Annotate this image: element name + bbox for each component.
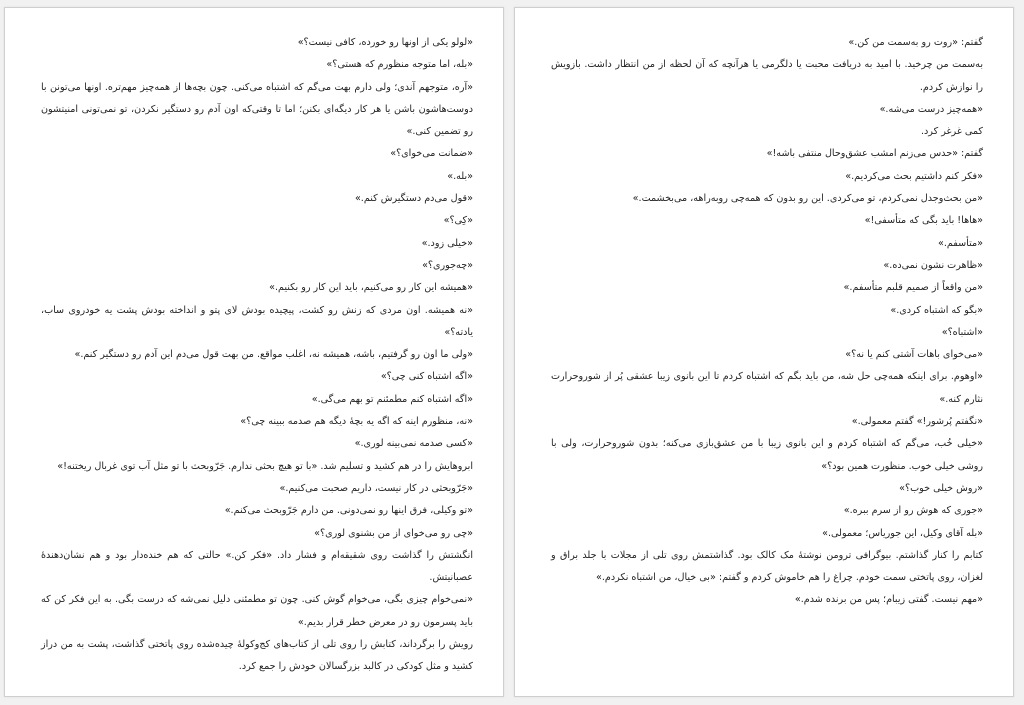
paragraph: «بله آقای وکیل، این جوریاس؛ معمولی.» <box>822 527 983 539</box>
paragraph: گفتم: «روت رو به‌سمت من کن.» <box>848 37 983 48</box>
paragraph: «مهم نیست. گفتی زیبام؛ پس من برنده شدم.» <box>794 594 983 606</box>
paragraph: انگشتش را گذاشت روی شقیقه‌ام و فشار داد. «فکر کن.» حالتی که هم خنده‌دار بود و هم نشان‌دهندهٔ عصبانیتش. <box>41 549 473 584</box>
right-page <box>514 7 1014 697</box>
paragraph: «من واقعاً از صمیم قلبم متأسفم.» <box>843 282 983 294</box>
paragraph: «جوری که هوش رو از سرم ببره.» <box>843 505 983 517</box>
paragraph: «همه‌چیز درست می‌شه.» <box>879 103 983 115</box>
left-page <box>4 7 504 697</box>
paragraph: «نه همیشه. اون مردی که زنش رو کشت، پیچیده بودش لای پتو و انداخته بودش پشت یه خودروی ساب، یادته؟» <box>41 304 473 338</box>
paragraph: «خیلی خُب، می‌گم که اشتباه کردم و این بانوی زیبا با من عشق‌بازی می‌کنه؛ بدون شوروحرارت، ولی با روشی خیلی خوب. منظورت همین بود؟» <box>551 438 983 472</box>
paragraph: «فکر کنم داشتیم بحث می‌کردیم.» <box>845 170 983 182</box>
paragraph: رویش را برگرداند، کتابش را روی تلی از کتاب‌های کج‌وکولهٔ چیده‌شده روی پاتختی گذاشت، پشت به من دراز کشید و مثل کودکی در کالبد بزرگسالان خودش را جمع کرد. <box>41 639 473 673</box>
paragraph: گفتم: «حدس می‌زنم امشب عشق‌وحال منتفی باشه!» <box>766 148 983 160</box>
paragraph: «بگو که اشتباه کردی.» <box>890 304 983 316</box>
paragraph: «لولو یکی از اونها رو خورده، کافی نیست؟» <box>297 37 473 48</box>
paragraph: «ظاهرت نشون نمی‌ده.» <box>883 259 983 271</box>
paragraph: «اگه اشتباه کنم مطمئنم تو بهم می‌گی.» <box>311 393 473 405</box>
paragraph: «من بحث‌وجدل نمی‌کردم، تو می‌کردی. این رو بدون که همه‌چی روبه‌راهه، می‌بخشمت.» <box>632 193 983 205</box>
paragraph: «هاها! باید بگی که متأسفی!» <box>864 215 983 227</box>
paragraph: کتابم را کنار گذاشتم. بیوگرافی ترومن نوشتهٔ مک کالک بود. گذاشتمش روی تلی از مجلات با جلد براق و لغزان، روی پاتختی سمت خودم. چراغ را هم خاموش کردم و گفتم: «بی خیال، من اشتباه نکردم.» <box>551 549 983 584</box>
right-page-text <box>551 32 983 612</box>
paragraph: «نمی‌خوام چیزی بگی، می‌خوام گوش کنی. چون تو مطمئنی دلیل نمی‌شه که درست بگی. به این فکر کن که باید پسرمون رو در معرض خطر قرار بدیم.» <box>41 594 473 628</box>
paragraph: «ضمانت می‌خوای؟» <box>390 148 473 160</box>
paragraph: ابروهایش را در هم کشید و تسلیم شد. «با تو هیچ بحثی ندارم. جَرّوبحث با تو مثل آب توی غربال ریختنه!» <box>57 460 473 472</box>
paragraph: «ولی ما اون رو گرفتیم، باشه، همیشه نه، اغلب مواقع. من بهت قول می‌دم این آدم رو دستگیر کنم.» <box>74 349 473 361</box>
paragraph: «بله، اما متوجه منظورم که هستی؟» <box>326 59 473 71</box>
paragraph: کمی غرغر کرد. <box>920 126 983 138</box>
left-page-text <box>41 32 473 679</box>
paragraph: «همیشه این کار رو می‌کنیم، باید این کار رو بکنیم.» <box>269 282 473 294</box>
paragraph: «روش خیلی خوب؟» <box>899 482 983 494</box>
paragraph: «تو وکیلی، فرق اینها رو نمی‌دونی. من دارم جَرّوبحث می‌کنم.» <box>224 505 473 517</box>
paragraph: «قول می‌دم دستگیرش کنم.» <box>354 193 473 205</box>
paragraph: «اشتباه؟» <box>941 326 983 338</box>
paragraph: «متأسفم.» <box>937 237 983 249</box>
paragraph: «کسی صدمه نمی‌بینه لوری.» <box>354 438 473 450</box>
paragraph: «اگه اشتباه کنی چی؟» <box>380 371 473 383</box>
paragraph: به‌سمت من چرخید. با امید به دریافت محبت یا دلگرمی یا هرآنچه که آن لحظه از من انتظار داشت. بازویش را نوازش کردم. <box>551 59 983 93</box>
paragraph: «جَرّوبحثی در کار نیست، داریم صحبت می‌کنیم.» <box>279 482 473 494</box>
paragraph: «چه‌جوری؟» <box>422 259 473 271</box>
paragraph: «اوهوم. برای اینکه همه‌چی حل شه، من باید بگم که اشتباه کردم تا این بانوی زیبا عشقی پُر از شوروحرارت نثارم کنه.» <box>551 371 983 405</box>
paragraph: «خیلی زود.» <box>421 237 473 249</box>
paragraph: «کِی؟» <box>443 215 473 227</box>
paragraph: «آره، متوجهم آندی؛ ولی دارم بهت می‌گم که اشتباه می‌کنی. چون بچه‌ها از همه‌چیز مهم‌تره. اونها می‌تونن با دوست‌هاشون باشن یا هر کار دیگه‌ای بکنن؛ اما تا وقتی‌که اون آدم رو دستگیر نکردن، تو نمی‌تونی امنیتشون رو تضمین کنی.» <box>41 81 473 138</box>
paragraph: «چی رو می‌خوای از من بشنوی لوری؟» <box>314 527 473 539</box>
paragraph: «می‌خوای باهات آشتی کنم یا نه؟» <box>845 349 983 361</box>
paragraph: «نه، منظورم اینه که اگه یه بچهٔ دیگه هم صدمه ببینه چی؟» <box>240 416 473 428</box>
paragraph: «بله.» <box>447 170 473 182</box>
paragraph: «نگفتم پُرشور!» گفتم معمولی.» <box>851 416 983 428</box>
